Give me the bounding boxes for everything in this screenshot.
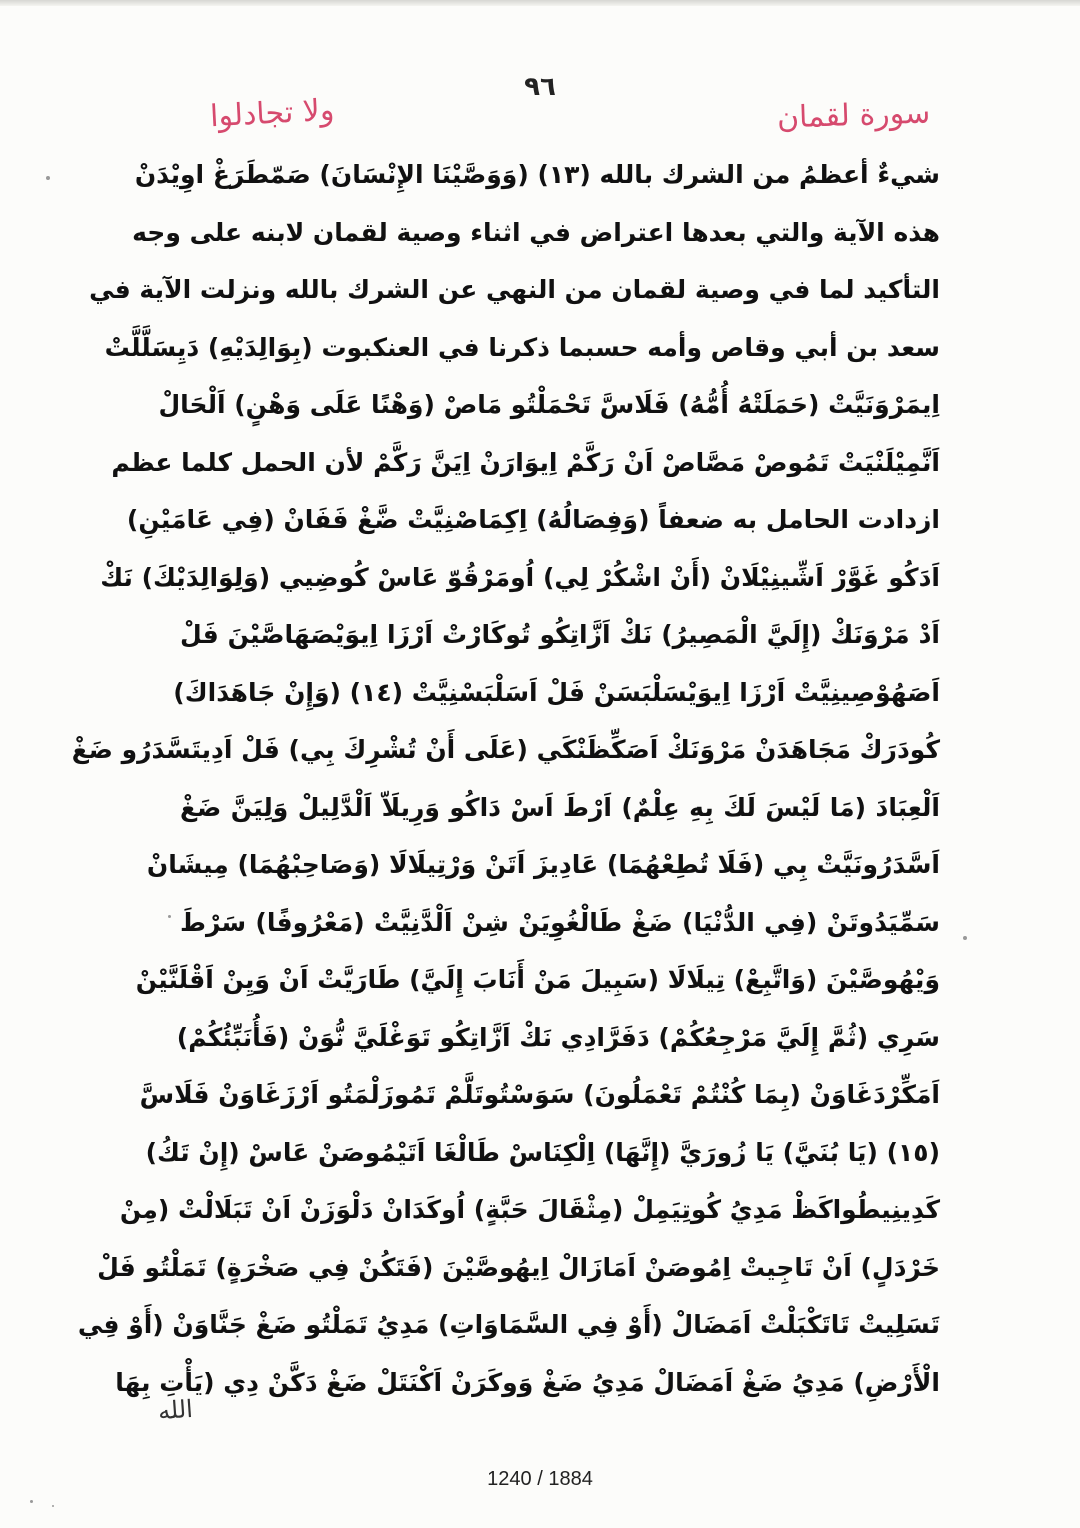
manuscript-text-block (71, 146, 940, 1411)
text-line: سَرِي (ثُمَّ إِلَيَّ مَرْجِعُكُمْ) دَفَرَّادِي نَكْ اَزَّاتِكُو تَوَغْلَيَّ نُّوَنْ (فَأُنَبِّئُكُمْ) (176, 1022, 940, 1052)
text-line: وَيْهُوصَّيْنَ (وَاتَّبِعْ) تِيلَالَا (سَبِيلَ مَنْ أَنَابَ إِلَيَّ) طَارَيَّتْ اَنْ وَيِنْ اَقْلَنَّيْنْ (135, 965, 940, 994)
text-line: الْأَرْضِ) مَدِيُ ضَغْ اَمَضَالْ مَدِيُ ضَغْ وَوكَرَنْ اَكْنَتَلْ ضَغْ دَكَّنْ دِي (يَأْتِ بِهَا (115, 1367, 940, 1397)
text-line: اَدْ مَرْوَنَكْ (إِلَيَّ الْمَصِيرُ) نَكْ اَزَّاتِكُو تُوكَارْتْ اَرْزَا اِيوَيْصَهَاصَّيْنَ فَلْ (180, 620, 940, 649)
text-line: اَسَّدَرُونَيَّتْ بِي (فَلَا تُطِعْهُمَا) عَادِيزَ اَتَنْ وَرْتِيلَالَا (وَصَاحِبْهُمَا) مِيشَانْ (146, 850, 940, 879)
text-line: اَنَّمِيْلَنْيَتْ تَمُوصْ مَصَّاصْ اَنْ رَكَّمْ اِيوَارَنْ اِيَنَّ رَكَّمْ لأن الحمل كلما عظم (111, 447, 940, 477)
text-line: اَصَهُوْصِينِيَّتْ اَرْزَا اِيوَيْسَلْبَسَنْ فَلْ اَسَلْبَسْنِيَّتْ (١٤) (وَإِنْ جَاهَدَاكَ) (173, 677, 940, 707)
scan-speck (30, 1500, 33, 1503)
text-line: شيءٌ أعظمُ من الشرك بالله (١٣) (وَوَصَّيْنَا الإِنْسَانَ) صَمّطَرَغْ اوِيْدَنْ (134, 160, 940, 189)
text-line: هذه الآية والتي بعدها اعتراض في اثناء وصية لقمان لابنه على وجه (132, 217, 940, 247)
text-line: ازدادت الحامل به ضعفاً (وَفِصَالُهُ) اِكِمَاصْنِيَّتْ ضَّغْ فَفَانْ (فِي عَامَيْنِ) (126, 505, 940, 534)
page-counter: 1240 / 1884 (487, 1468, 593, 1490)
scan-speck (46, 176, 50, 180)
scan-speck (963, 936, 967, 940)
text-line: اَدَكُو غَوَّرْ اَشِّينِيْلَانْ (أَنْ اشْكُرْ لِي) اُومَرْقُوّ عَاسْ كُوضِيي (وَلِوَالِدَيْكَ) نَكْ (100, 562, 940, 592)
text-line: اِيمَرْوَنَيَّتْ (حَمَلَتْهُ أُمُّهُ) فَلَاسَّ تَحْمَلْتُو مَاصْ (وَهْنًا عَلَى وَهْنٍ) اَلْحَالْ (158, 390, 940, 419)
scan-speck (52, 1505, 54, 1507)
catchword: الله (157, 1394, 194, 1426)
text-line: كُودَرَكْ مَجَاهَدَنْ مَرْوَنَكْ اَصَكِّظَنْكَي (عَلَى أَنْ تُشْرِكَ بِي) فَلْ اَدِيتَسَّدَرُو ضَغْ (71, 735, 940, 764)
text-line: تَسَلِيتْ تَاتَكْبَلْتْ اَمَضَالْ (أَوْ فِي السَّمَاوَاتِ) مَدِيُ تَمَلْتُو ضَغْ جَنَّاوَنْ (أَوْ فِي (77, 1310, 940, 1339)
text-line: اَلْعِبَادَ (مَا لَيْسَ لَكَ بِهِ عِلْمٌ) اَرْطَ اَسْ دَاكُو وَرِيلَاّ اَلْدَّلِيلْ وَلِيَنَّ ضَغْ (180, 792, 940, 822)
text-line: سَمِّيَدُوتَنْ (فِي الدُّنْيَا) ضَغْ طَالْغُوِيَنْ شِنْ اَلْدَّنِيَّتْ (مَعْرُوفًا) سَرْطَ (180, 907, 940, 937)
text-line: سعد بن أبي وقاص وأمه حسبما ذكرنا في العنكبوت (بِوَالِدَيْهِ) دَيِسَلَّلَّتْ (104, 332, 940, 362)
text-line: (١٥) (يَا بُنَيَّ) يَا زُورَيَّ (إِنَّهَا) اِلْكِنَاسْ طَالْغَا اَتَيْمُوصَنْ عَاسْ (إِنْ تَكُ) (145, 1137, 940, 1167)
page-number: ٩٦ (524, 72, 556, 102)
scan-speck (168, 915, 171, 918)
scan-edge (0, 0, 1080, 6)
juz-handwritten-note: ولا تجادلوا (209, 92, 336, 135)
text-line: اَمَكِّرْدَغَاوَنْ (بِمَا كُنْتُمْ تَعْمَلُونَ) سَوَسْتُوتَلَّمْ تَمُوزَلْمَتُو اَرْزَغَاوَنْ فَلَاسَّ (139, 1080, 940, 1109)
text-line: التأكيد لما في وصية لقمان من النهي عن الشرك بالله ونزلت الآية في (89, 275, 940, 304)
text-line: خَرْدَلٍ) اَنْ تَاجِيتْ اِمُوصَنْ اَمَازَالْ اِيهُوصَّيْنَ (فَتَكُنْ فِي صَخْرَةٍ) تَمَلْتُو فَلْ (97, 1252, 940, 1282)
surah-handwritten-note: سورة لقمان (776, 95, 931, 136)
text-line: كَدِينِيطُواكَظْ مَدِيُ كُوتِيَمِلْ (مِثْقَالَ حَبَّةٍ) اُوكَدَانْ دَلْوَزَنْ اَنْ تَبَلَالْتْ (مِنْ (119, 1195, 940, 1224)
